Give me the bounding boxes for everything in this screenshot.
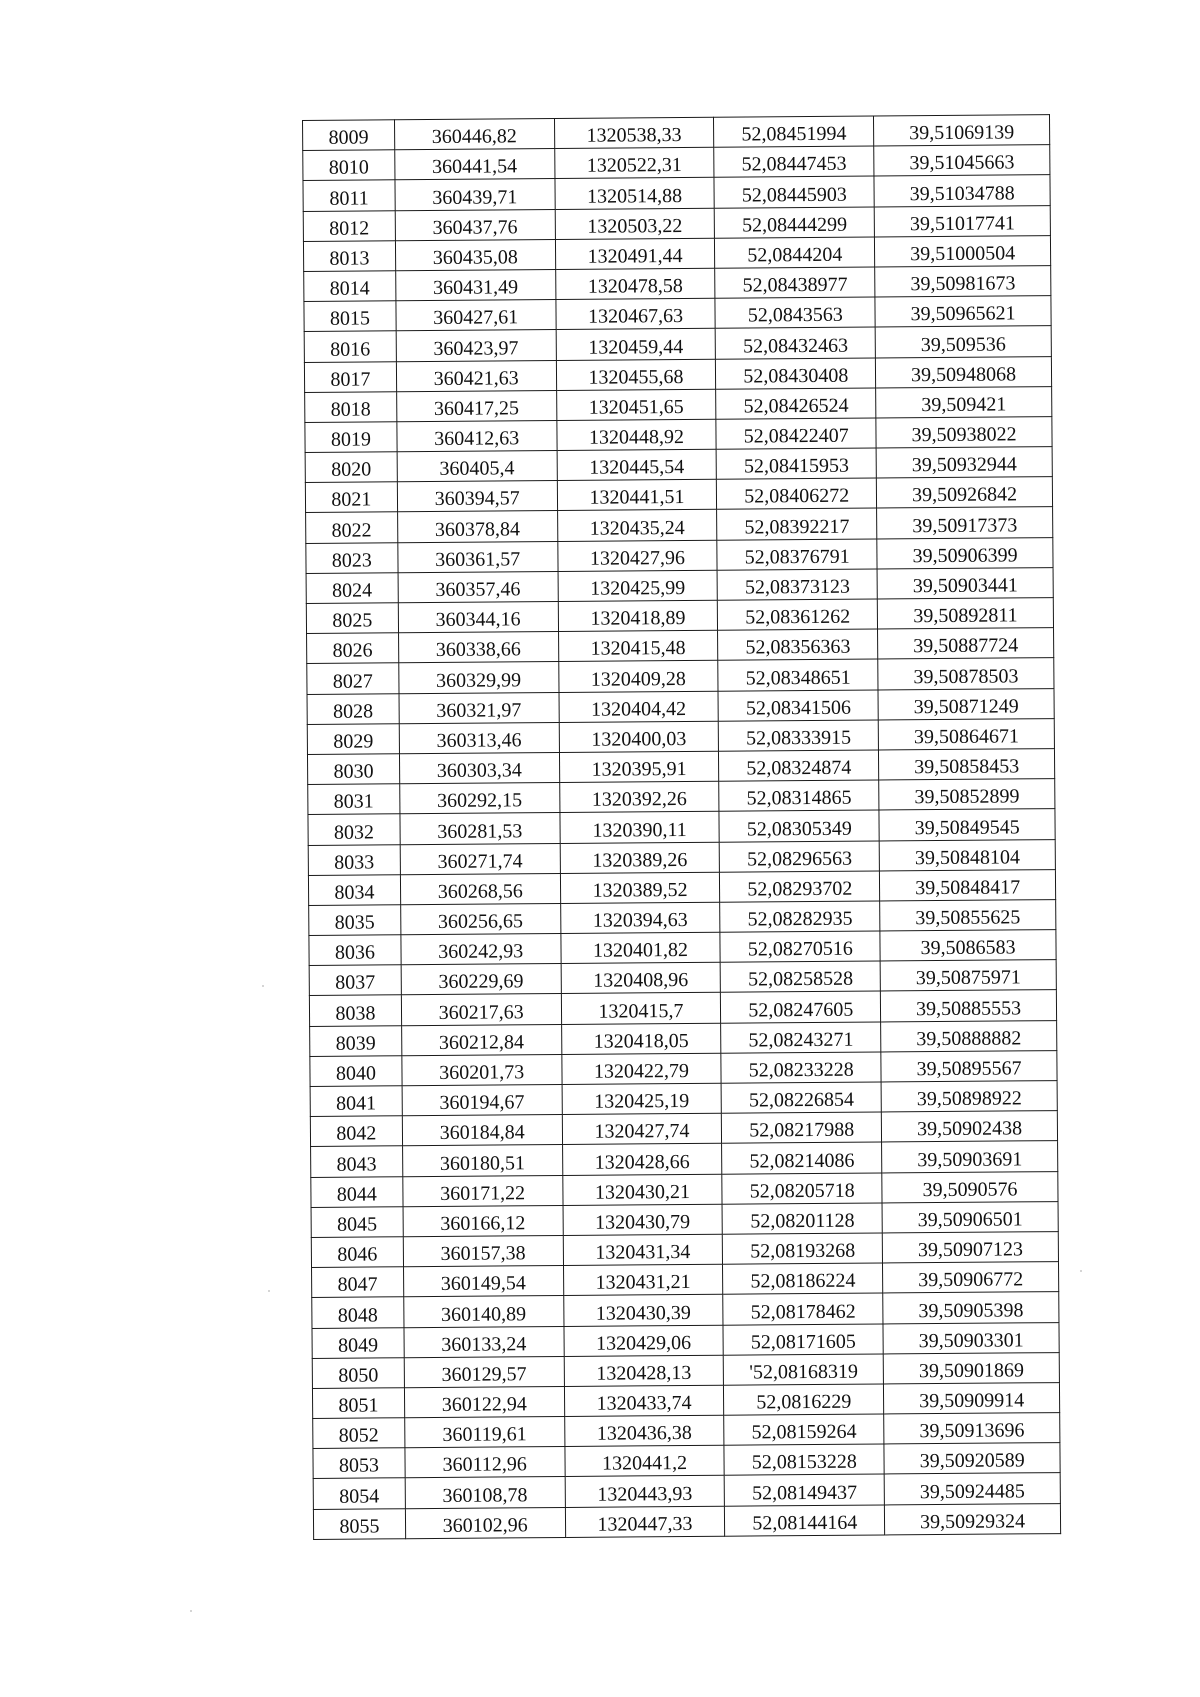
latitude-cell: 52,08415953 bbox=[716, 448, 876, 479]
point-number-cell: 8051 bbox=[312, 1388, 404, 1419]
latitude-cell: 52,08430408 bbox=[716, 358, 876, 389]
longitude-cell: 39,50902438 bbox=[881, 1111, 1057, 1143]
latitude-cell: 52,08444299 bbox=[715, 207, 875, 238]
longitude-cell: 39,50906399 bbox=[877, 537, 1053, 569]
longitude-cell: 39,51034788 bbox=[874, 175, 1050, 207]
longitude-cell: 39,50903691 bbox=[882, 1141, 1058, 1173]
y-coordinate-cell: 1320433,74 bbox=[564, 1385, 724, 1416]
y-coordinate-cell: 1320435,24 bbox=[557, 510, 717, 541]
longitude-cell: 39,5086583 bbox=[880, 930, 1056, 962]
y-coordinate-cell: 1320436,38 bbox=[564, 1415, 724, 1446]
longitude-cell: 39,50871249 bbox=[878, 688, 1054, 720]
point-number-cell: 8009 bbox=[303, 120, 395, 151]
latitude-cell: 52,08201128 bbox=[722, 1203, 882, 1234]
y-coordinate-cell: 1320478,58 bbox=[555, 268, 715, 299]
latitude-cell: 52,08205718 bbox=[722, 1173, 882, 1204]
point-number-cell: 8040 bbox=[310, 1056, 402, 1087]
longitude-cell: 39,50965621 bbox=[875, 296, 1051, 328]
y-coordinate-cell: 1320427,74 bbox=[562, 1113, 722, 1144]
longitude-cell: 39,50903301 bbox=[883, 1322, 1059, 1354]
x-coordinate-cell: 360180,51 bbox=[402, 1145, 562, 1176]
longitude-cell: 39,51000504 bbox=[875, 235, 1051, 267]
longitude-cell: 39,50906772 bbox=[883, 1262, 1059, 1294]
x-coordinate-cell: 360421,63 bbox=[396, 360, 556, 391]
scan-speck bbox=[268, 1290, 270, 1292]
x-coordinate-cell: 360427,61 bbox=[396, 300, 556, 331]
longitude-cell: 39,5090576 bbox=[882, 1171, 1058, 1203]
y-coordinate-cell: 1320429,06 bbox=[564, 1325, 724, 1356]
y-coordinate-cell: 1320428,66 bbox=[562, 1144, 722, 1175]
y-coordinate-cell: 1320445,54 bbox=[557, 449, 717, 480]
y-coordinate-cell: 1320491,44 bbox=[555, 238, 715, 269]
longitude-cell: 39,50895567 bbox=[881, 1050, 1057, 1082]
latitude-cell: 52,08171605 bbox=[723, 1323, 883, 1354]
point-number-cell: 8026 bbox=[307, 633, 399, 664]
x-coordinate-cell: 360357,46 bbox=[398, 571, 558, 602]
y-coordinate-cell: 1320427,96 bbox=[557, 540, 717, 571]
x-coordinate-cell: 360112,96 bbox=[405, 1447, 565, 1478]
longitude-cell: 39,50948068 bbox=[876, 356, 1052, 388]
y-coordinate-cell: 1320394,63 bbox=[560, 902, 720, 933]
y-coordinate-cell: 1320448,92 bbox=[556, 419, 716, 450]
y-coordinate-cell: 1320395,91 bbox=[559, 751, 719, 782]
y-coordinate-cell: 1320401,82 bbox=[560, 932, 720, 963]
longitude-cell: 39,50917373 bbox=[877, 507, 1053, 539]
latitude-cell: 52,08406272 bbox=[717, 478, 877, 509]
longitude-cell: 39,50885553 bbox=[881, 990, 1057, 1022]
y-coordinate-cell: 1320441,2 bbox=[565, 1445, 725, 1476]
latitude-cell: 52,08376791 bbox=[717, 539, 877, 570]
latitude-cell: 52,08258528 bbox=[720, 961, 880, 992]
longitude-cell: 39,50888882 bbox=[881, 1020, 1057, 1052]
longitude-cell: 39,50903441 bbox=[877, 567, 1053, 599]
x-coordinate-cell: 360171,22 bbox=[403, 1175, 563, 1206]
longitude-cell: 39,509536 bbox=[875, 326, 1051, 358]
longitude-cell: 39,50898922 bbox=[881, 1081, 1057, 1113]
x-coordinate-cell: 360431,49 bbox=[396, 269, 556, 300]
latitude-cell: 52,08392217 bbox=[717, 508, 877, 539]
y-coordinate-cell: 1320455,68 bbox=[556, 359, 716, 390]
latitude-cell: 52,08361262 bbox=[718, 599, 878, 630]
point-number-cell: 8044 bbox=[311, 1176, 403, 1207]
point-number-cell: 8016 bbox=[304, 331, 396, 362]
x-coordinate-cell: 360108,78 bbox=[405, 1477, 565, 1508]
latitude-cell: 52,08214086 bbox=[722, 1142, 882, 1173]
x-coordinate-cell: 360166,12 bbox=[403, 1205, 563, 1236]
latitude-cell: 52,08296563 bbox=[720, 840, 880, 871]
x-coordinate-cell: 360129,57 bbox=[404, 1356, 564, 1387]
y-coordinate-cell: 1320431,34 bbox=[563, 1234, 723, 1265]
x-coordinate-cell: 360157,38 bbox=[403, 1235, 563, 1266]
longitude-cell: 39,51017741 bbox=[874, 205, 1050, 237]
point-number-cell: 8011 bbox=[303, 180, 395, 211]
latitude-cell: 52,08314865 bbox=[719, 780, 879, 811]
longitude-cell: 39,50849545 bbox=[879, 809, 1055, 841]
x-coordinate-cell: 360437,76 bbox=[395, 209, 555, 240]
x-coordinate-cell: 360194,67 bbox=[402, 1084, 562, 1115]
y-coordinate-cell: 1320443,93 bbox=[565, 1476, 725, 1507]
longitude-cell: 39,50875971 bbox=[880, 960, 1056, 992]
x-coordinate-cell: 360229,69 bbox=[401, 964, 561, 995]
point-number-cell: 8010 bbox=[303, 150, 395, 181]
y-coordinate-cell: 1320441,51 bbox=[557, 480, 717, 511]
point-number-cell: 8047 bbox=[312, 1267, 404, 1298]
x-coordinate-cell: 360321,97 bbox=[399, 692, 559, 723]
point-number-cell: 8018 bbox=[305, 391, 397, 422]
y-coordinate-cell: 1320431,21 bbox=[563, 1264, 723, 1295]
latitude-cell: 52,08153228 bbox=[724, 1444, 884, 1475]
longitude-cell: 39,50848104 bbox=[879, 839, 1055, 871]
x-coordinate-cell: 360122,94 bbox=[404, 1386, 564, 1417]
longitude-cell: 39,50852899 bbox=[879, 779, 1055, 811]
y-coordinate-cell: 1320514,88 bbox=[555, 178, 715, 209]
x-coordinate-cell: 360412,63 bbox=[397, 420, 557, 451]
y-coordinate-cell: 1320428,13 bbox=[564, 1355, 724, 1386]
longitude-cell: 39,50878503 bbox=[878, 658, 1054, 690]
longitude-cell: 39,50901869 bbox=[883, 1352, 1059, 1384]
latitude-cell: 52,08149437 bbox=[725, 1474, 885, 1505]
point-number-cell: 8027 bbox=[307, 663, 399, 694]
latitude-cell: 52,08445903 bbox=[714, 176, 874, 207]
point-number-cell: 8052 bbox=[313, 1418, 405, 1449]
y-coordinate-cell: 1320389,52 bbox=[560, 872, 720, 903]
longitude-cell: 39,50932944 bbox=[876, 447, 1052, 479]
coordinates-table-body bbox=[303, 115, 1061, 1540]
point-number-cell: 8012 bbox=[303, 210, 395, 241]
point-number-cell: 8013 bbox=[303, 241, 395, 272]
latitude-cell: 52,08438977 bbox=[715, 267, 875, 298]
point-number-cell: 8025 bbox=[306, 603, 398, 634]
point-number-cell: 8048 bbox=[312, 1297, 404, 1328]
table-row bbox=[313, 1503, 1060, 1539]
longitude-cell: 39,50926842 bbox=[877, 477, 1053, 509]
point-number-cell: 8020 bbox=[305, 452, 397, 483]
y-coordinate-cell: 1320408,96 bbox=[561, 962, 721, 993]
y-coordinate-cell: 1320400,03 bbox=[559, 721, 719, 752]
point-number-cell: 8037 bbox=[309, 965, 401, 996]
y-coordinate-cell: 1320425,99 bbox=[558, 570, 718, 601]
point-number-cell: 8038 bbox=[309, 995, 401, 1026]
latitude-cell: 52,08341506 bbox=[718, 690, 878, 721]
latitude-cell: 52,08356363 bbox=[718, 629, 878, 660]
longitude-cell: 39,50920589 bbox=[884, 1443, 1060, 1475]
latitude-cell: 52,08270516 bbox=[720, 931, 880, 962]
x-coordinate-cell: 360417,25 bbox=[396, 390, 556, 421]
x-coordinate-cell: 360184,84 bbox=[402, 1115, 562, 1146]
point-number-cell: 8041 bbox=[310, 1086, 402, 1117]
x-coordinate-cell: 360439,71 bbox=[395, 179, 555, 210]
x-coordinate-cell: 360378,84 bbox=[397, 511, 557, 542]
point-number-cell: 8036 bbox=[309, 935, 401, 966]
y-coordinate-cell: 1320503,22 bbox=[555, 208, 715, 239]
point-number-cell: 8028 bbox=[307, 693, 399, 724]
point-number-cell: 8021 bbox=[305, 482, 397, 513]
x-coordinate-cell: 360344,16 bbox=[398, 602, 558, 633]
longitude-cell: 39,50887724 bbox=[878, 628, 1054, 660]
y-coordinate-cell: 1320430,39 bbox=[563, 1295, 723, 1326]
latitude-cell: 52,08226854 bbox=[721, 1082, 881, 1113]
longitude-cell: 39,509421 bbox=[876, 386, 1052, 418]
point-number-cell: 8045 bbox=[311, 1206, 403, 1237]
latitude-cell: 52,08186224 bbox=[723, 1263, 883, 1294]
point-number-cell: 8024 bbox=[306, 573, 398, 604]
latitude-cell: 52,08144164 bbox=[725, 1505, 885, 1536]
latitude-cell: 52,08333915 bbox=[719, 720, 879, 751]
latitude-cell: 52,08282935 bbox=[720, 901, 880, 932]
point-number-cell: 8023 bbox=[306, 542, 398, 573]
x-coordinate-cell: 360271,74 bbox=[400, 843, 560, 874]
point-number-cell: 8029 bbox=[307, 724, 399, 755]
latitude-cell: 52,08426524 bbox=[716, 388, 876, 419]
longitude-cell: 39,50892811 bbox=[877, 598, 1053, 630]
point-number-cell: 8054 bbox=[313, 1478, 405, 1509]
latitude-cell: 52,08432463 bbox=[716, 327, 876, 358]
x-coordinate-cell: 360268,56 bbox=[400, 873, 560, 904]
y-coordinate-cell: 1320447,33 bbox=[565, 1506, 725, 1537]
y-coordinate-cell: 1320418,05 bbox=[561, 1023, 721, 1054]
scan-speck bbox=[190, 1610, 192, 1612]
x-coordinate-cell: 360201,73 bbox=[402, 1054, 562, 1085]
point-number-cell: 8033 bbox=[308, 844, 400, 875]
point-number-cell: 8042 bbox=[310, 1116, 402, 1147]
x-coordinate-cell: 360361,57 bbox=[398, 541, 558, 572]
point-number-cell: 8053 bbox=[313, 1448, 405, 1479]
latitude-cell: 52,08451994 bbox=[714, 116, 874, 147]
y-coordinate-cell: 1320430,79 bbox=[563, 1204, 723, 1235]
y-coordinate-cell: 1320418,89 bbox=[558, 600, 718, 631]
latitude-cell: 52,08178462 bbox=[723, 1293, 883, 1324]
y-coordinate-cell: 1320451,65 bbox=[556, 389, 716, 420]
latitude-cell: 52,08159264 bbox=[724, 1414, 884, 1445]
point-number-cell: 8032 bbox=[308, 814, 400, 845]
y-coordinate-cell: 1320459,44 bbox=[556, 329, 716, 360]
x-coordinate-cell: 360292,15 bbox=[400, 783, 560, 814]
longitude-cell: 39,50864671 bbox=[878, 718, 1054, 750]
point-number-cell: 8035 bbox=[309, 905, 401, 936]
latitude-cell: 52,08373123 bbox=[717, 569, 877, 600]
y-coordinate-cell: 1320392,26 bbox=[559, 781, 719, 812]
x-coordinate-cell: 360212,84 bbox=[401, 1024, 561, 1055]
y-coordinate-cell: 1320415,7 bbox=[561, 993, 721, 1024]
longitude-cell: 39,50924485 bbox=[884, 1473, 1060, 1505]
coordinates-table bbox=[302, 114, 1061, 1540]
y-coordinate-cell: 1320467,63 bbox=[555, 298, 715, 329]
latitude-cell: 52,08247605 bbox=[721, 991, 881, 1022]
scan-speck bbox=[1080, 1270, 1082, 1272]
x-coordinate-cell: 360256,65 bbox=[400, 903, 560, 934]
x-coordinate-cell: 360140,89 bbox=[404, 1296, 564, 1327]
x-coordinate-cell: 360242,93 bbox=[401, 934, 561, 965]
point-number-cell: 8050 bbox=[312, 1357, 404, 1388]
x-coordinate-cell: 360329,99 bbox=[399, 662, 559, 693]
latitude-cell: 52,08293702 bbox=[720, 871, 880, 902]
longitude-cell: 39,50913696 bbox=[884, 1413, 1060, 1445]
latitude-cell: '52,08168319 bbox=[724, 1354, 884, 1385]
x-coordinate-cell: 360423,97 bbox=[396, 330, 556, 361]
longitude-cell: 39,51045663 bbox=[874, 145, 1050, 177]
point-number-cell: 8043 bbox=[311, 1146, 403, 1177]
point-number-cell: 8019 bbox=[305, 422, 397, 453]
latitude-cell: 52,08217988 bbox=[722, 1112, 882, 1143]
longitude-cell: 39,50855625 bbox=[880, 899, 1056, 931]
x-coordinate-cell: 360119,61 bbox=[405, 1417, 565, 1448]
point-number-cell: 8034 bbox=[308, 874, 400, 905]
latitude-cell: 52,08233228 bbox=[721, 1052, 881, 1083]
x-coordinate-cell: 360102,96 bbox=[405, 1507, 565, 1538]
y-coordinate-cell: 1320415,48 bbox=[558, 630, 718, 661]
longitude-cell: 39,51069139 bbox=[874, 115, 1050, 147]
latitude-cell: 52,08447453 bbox=[714, 146, 874, 177]
x-coordinate-cell: 360281,53 bbox=[400, 813, 560, 844]
y-coordinate-cell: 1320390,11 bbox=[560, 812, 720, 843]
point-number-cell: 8017 bbox=[304, 361, 396, 392]
point-number-cell: 8014 bbox=[304, 271, 396, 302]
y-coordinate-cell: 1320409,28 bbox=[558, 661, 718, 692]
point-number-cell: 8046 bbox=[311, 1237, 403, 1268]
latitude-cell: 52,08324874 bbox=[719, 750, 879, 781]
x-coordinate-cell: 360441,54 bbox=[395, 149, 555, 180]
x-coordinate-cell: 360133,24 bbox=[404, 1326, 564, 1357]
longitude-cell: 39,50938022 bbox=[876, 416, 1052, 448]
y-coordinate-cell: 1320425,19 bbox=[562, 1083, 722, 1114]
x-coordinate-cell: 360405,4 bbox=[397, 451, 557, 482]
longitude-cell: 39,50848417 bbox=[880, 869, 1056, 901]
latitude-cell: 52,0844204 bbox=[715, 237, 875, 268]
y-coordinate-cell: 1320430,21 bbox=[562, 1174, 722, 1205]
longitude-cell: 39,50929324 bbox=[885, 1503, 1061, 1535]
y-coordinate-cell: 1320522,31 bbox=[554, 147, 714, 178]
latitude-cell: 52,08348651 bbox=[718, 659, 878, 690]
y-coordinate-cell: 1320538,33 bbox=[554, 117, 714, 148]
longitude-cell: 39,50906501 bbox=[882, 1201, 1058, 1233]
y-coordinate-cell: 1320404,42 bbox=[559, 691, 719, 722]
point-number-cell: 8031 bbox=[308, 784, 400, 815]
point-number-cell: 8022 bbox=[306, 512, 398, 543]
longitude-cell: 39,50981673 bbox=[875, 266, 1051, 298]
latitude-cell: 52,0843563 bbox=[715, 297, 875, 328]
y-coordinate-cell: 1320422,79 bbox=[561, 1053, 721, 1084]
point-number-cell: 8055 bbox=[313, 1508, 405, 1539]
latitude-cell: 52,08422407 bbox=[716, 418, 876, 449]
x-coordinate-cell: 360338,66 bbox=[398, 632, 558, 663]
x-coordinate-cell: 360217,63 bbox=[401, 994, 561, 1025]
latitude-cell: 52,0816229 bbox=[724, 1384, 884, 1415]
x-coordinate-cell: 360394,57 bbox=[397, 481, 557, 512]
point-number-cell: 8015 bbox=[304, 301, 396, 332]
x-coordinate-cell: 360149,54 bbox=[403, 1266, 563, 1297]
longitude-cell: 39,50909914 bbox=[884, 1382, 1060, 1414]
y-coordinate-cell: 1320389,26 bbox=[560, 842, 720, 873]
point-number-cell: 8049 bbox=[312, 1327, 404, 1358]
longitude-cell: 39,50905398 bbox=[883, 1292, 1059, 1324]
point-number-cell: 8030 bbox=[307, 754, 399, 785]
x-coordinate-cell: 360435,08 bbox=[395, 239, 555, 270]
longitude-cell: 39,50858453 bbox=[879, 749, 1055, 781]
latitude-cell: 52,08193268 bbox=[723, 1233, 883, 1264]
latitude-cell: 52,08305349 bbox=[719, 810, 879, 841]
scan-speck bbox=[262, 985, 264, 987]
latitude-cell: 52,08243271 bbox=[721, 1022, 881, 1053]
x-coordinate-cell: 360303,34 bbox=[399, 752, 559, 783]
longitude-cell: 39,50907123 bbox=[882, 1232, 1058, 1264]
x-coordinate-cell: 360446,82 bbox=[394, 119, 554, 150]
point-number-cell: 8039 bbox=[310, 1025, 402, 1056]
x-coordinate-cell: 360313,46 bbox=[399, 722, 559, 753]
